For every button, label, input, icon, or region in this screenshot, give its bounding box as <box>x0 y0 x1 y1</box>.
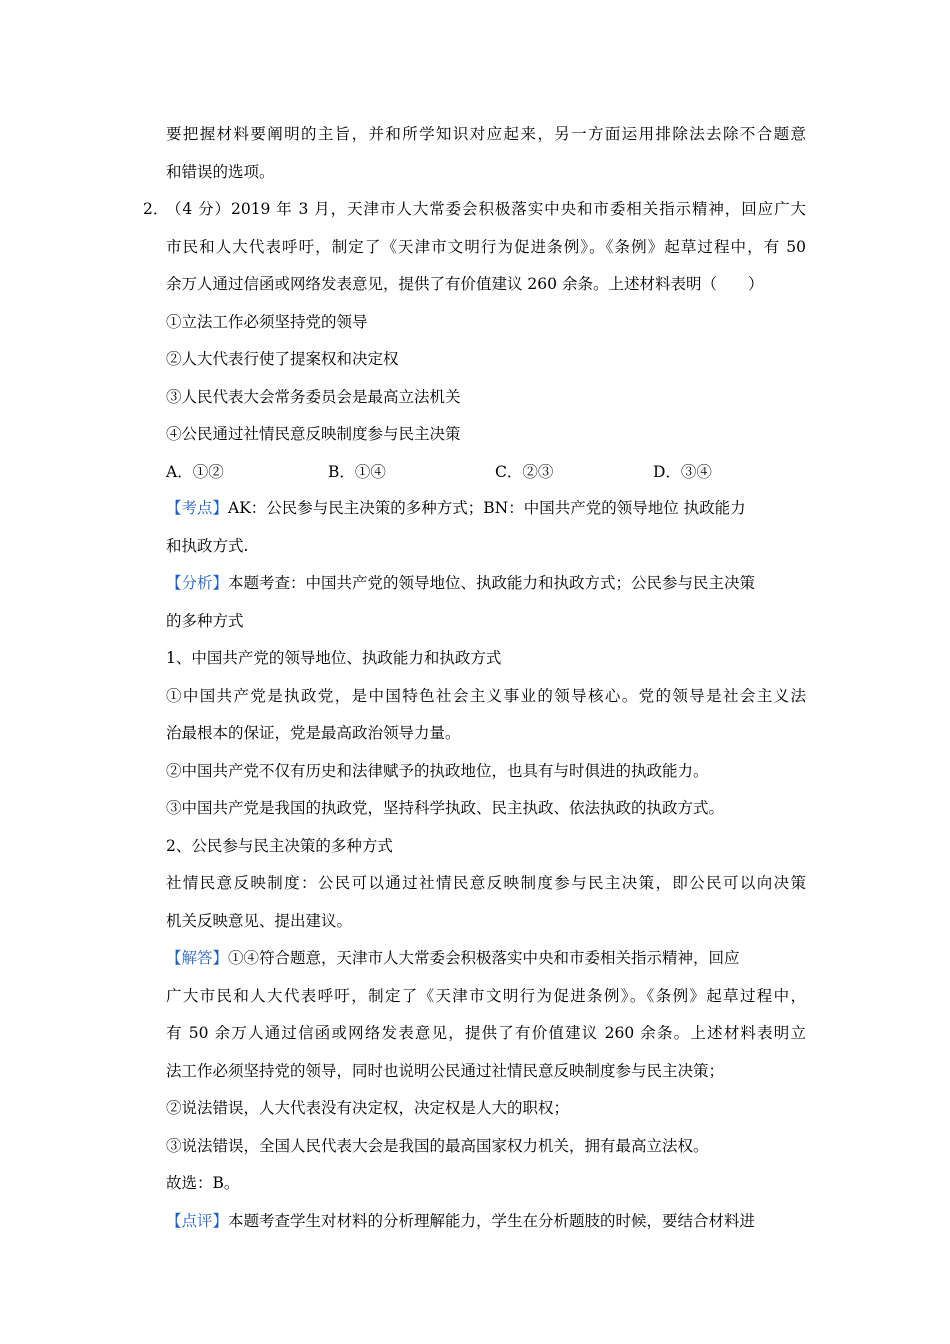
kaodian-line-2: 和执政方式. <box>166 537 249 555</box>
kaodian-tag: 【考点】 <box>166 499 229 517</box>
fenxi-p1-b: ②中国共产党不仅有历史和法律赋予的执政地位，也具有与时俱进的执政能力。 <box>166 762 709 780</box>
jieda-answer: 故选：B。 <box>166 1174 240 1192</box>
fenxi-tag: 【分析】 <box>166 574 229 592</box>
fenxi-p2-a-line-2: 机关反映意见、提出建议。 <box>166 912 353 930</box>
statement-3: ③人民代表大会常务委员会是最高立法机关 <box>166 388 461 406</box>
jieda-line-6: ③说法错误，全国人民代表大会是我国的最高国家权力机关，拥有最高立法权。 <box>166 1137 709 1155</box>
option-b: B．①④ <box>328 463 386 481</box>
intro-line-2: 和错误的选项。 <box>166 163 275 181</box>
jieda-text-1: ①④符合题意，天津市人大常委会积极落实中央和市委相关指示精神，回应 <box>228 949 740 967</box>
statement-2: ②人大代表行使了提案权和决定权 <box>166 350 399 368</box>
jieda-line-5: ②说法错误，人大代表没有决定权，决定权是人大的职权； <box>166 1099 570 1117</box>
jieda-line-3: 有 50 余万人通过信函或网络发表意见，提供了有价值建议 260 余条。上述材料表明立 <box>166 1024 806 1042</box>
dianping-text-1: 本题考查学生对材料的分析理解能力，学生在分析题肢的时候，要结合材料进 <box>228 1212 756 1230</box>
statement-4: ④公民通过社情民意反映制度参与民主决策 <box>166 425 461 443</box>
dianping-tag: 【点评】 <box>166 1212 229 1230</box>
fenxi-p1-c: ③中国共产党是我国的执政党，坚持科学执政、民主执政、依法执政的执政方式。 <box>166 799 725 817</box>
jieda-line-2: 广大市民和人大代表呼吁，制定了《天津市文明行为促进条例》。《条例》起草过程中， <box>166 987 806 1005</box>
question-stem-line-1: （4 分）2019 年 3 月，天津市人大常委会积极落实中央和市委相关指示精神，回应广大 <box>166 200 806 218</box>
intro-line-1: 要把握材料要阐明的主旨，并和所学知识对应起来，另一方面运用排除法去除不合题意 <box>166 125 806 143</box>
fenxi-p2-title: 2、公民参与民主决策的多种方式 <box>166 837 393 855</box>
statement-1: ①立法工作必须坚持党的领导 <box>166 313 368 331</box>
fenxi-line-2: 的多种方式 <box>166 612 244 630</box>
fenxi-p2-a-line-1: 社情民意反映制度：公民可以通过社情民意反映制度参与民主决策，即公民可以向决策 <box>166 874 806 892</box>
fenxi-p1-title: 1、中国共产党的领导地位、执政能力和执政方式 <box>166 649 502 667</box>
fenxi-p1-a-line-2: 治最根本的保证，党是最高政治领导力量。 <box>166 724 461 742</box>
option-a: A．①② <box>166 463 224 481</box>
option-c: C．②③ <box>495 463 554 481</box>
jieda-tag: 【解答】 <box>166 949 229 967</box>
question-number: 2． <box>143 200 169 218</box>
kaodian-text-1: AK：公民参与民主决策的多种方式；BN：中国共产党的领导地位 执政能力 <box>228 499 746 517</box>
question-stem-line-2: 市民和人大代表呼吁，制定了《天津市文明行为促进条例》。《条例》起草过程中，有 50 <box>166 238 806 256</box>
fenxi-line-1 <box>166 573 806 593</box>
question-stem-line-3: 余万人通过信函或网络发表意见，提供了有价值建议 260 余条。上述材料表明（ ） <box>166 275 764 293</box>
dianping-line-1 <box>166 1211 806 1231</box>
option-d: D．③④ <box>653 463 712 481</box>
jieda-line-4: 法工作必须坚持党的领导，同时也说明公民通过社情民意反映制度参与民主决策； <box>166 1062 725 1080</box>
fenxi-p1-a-line-1: ①中国共产党是执政党，是中国特色社会主义事业的领导核心。党的领导是社会主义法 <box>166 687 806 705</box>
jieda-line-1 <box>166 948 806 968</box>
fenxi-text-1: 本题考查：中国共产党的领导地位、执政能力和执政方式；公民参与民主决策 <box>228 574 756 592</box>
kaodian-line-1 <box>166 498 806 518</box>
